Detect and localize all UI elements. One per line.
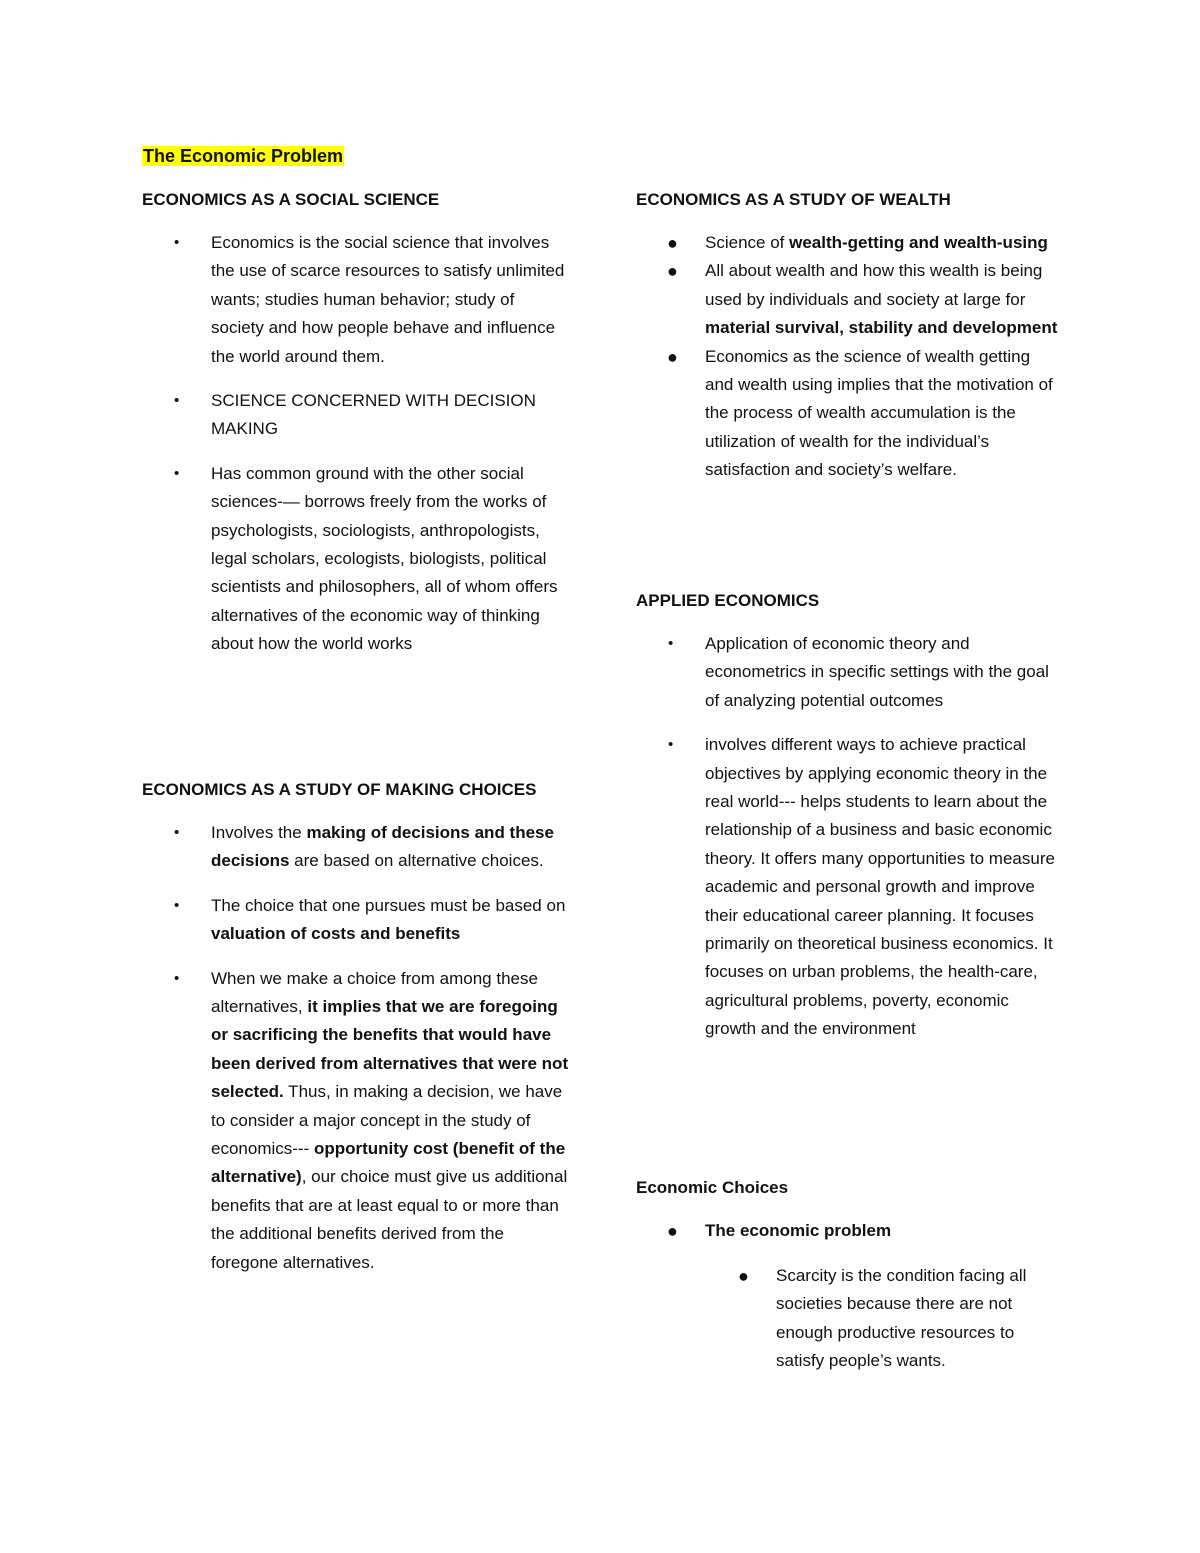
bullet-icon: ● xyxy=(738,1266,749,1286)
list-item xyxy=(667,1217,1060,1245)
text-run: , our choice must give us additional benefits that are at least equal to or more than the additional benefits derived from the foregone alternatives. xyxy=(211,1167,568,1272)
making-choices-list xyxy=(174,819,571,1277)
economic-choices-sublist xyxy=(738,1262,1056,1376)
bullet-icon: ● xyxy=(667,261,678,282)
document-title xyxy=(142,143,344,169)
text-run: Application of economic theory and econometrics in specific settings with the goal of analyzing potential outcomes xyxy=(705,634,1049,710)
list-item xyxy=(667,257,1060,342)
bullet-icon: • xyxy=(174,234,180,251)
list-item-text xyxy=(776,1266,1026,1370)
list-item xyxy=(174,819,571,876)
list-item xyxy=(174,387,571,444)
bullet-icon: • xyxy=(174,464,180,482)
list-item xyxy=(668,731,1060,1043)
bullet-icon: • xyxy=(174,824,180,841)
study-of-wealth-list xyxy=(667,229,1060,485)
social-science-list xyxy=(174,229,571,659)
bullet-icon: • xyxy=(174,969,180,987)
list-item-text xyxy=(705,735,1055,1038)
bullet-icon: ● xyxy=(667,346,678,367)
heading-applied-economics: APPLIED ECONOMICS xyxy=(636,591,820,610)
bold-text-run: making of decisions and these decisions xyxy=(211,823,554,871)
list-item xyxy=(174,229,571,371)
list-item-text xyxy=(211,896,565,943)
heading-economic-choices: Economic Choices xyxy=(636,1178,789,1197)
list-item-text xyxy=(705,261,1057,337)
text-run: Economics is the social science that involves the use of scarce resources to satisfy unlimited wants; studies human behavior; study of society and how people behave and influence the world around them. xyxy=(211,233,565,366)
list-item xyxy=(174,965,571,1277)
list-item-text xyxy=(211,969,568,1272)
text-run: Economics as the science of wealth getting and wealth using implies that the motivation of the process of wealth accumulation is the utilization of wealth for the individual’s satisfaction and society’s welfare. xyxy=(705,346,1053,480)
list-item xyxy=(667,343,1060,485)
bullet-icon: ● xyxy=(667,233,678,253)
list-item-text xyxy=(211,391,536,438)
list-item xyxy=(738,1262,1056,1376)
list-item xyxy=(174,892,571,949)
applied-economics-list xyxy=(668,630,1060,1044)
list-item xyxy=(668,630,1060,715)
text-run: Has common ground with the other social sciences-— borrows freely from the works of psychologists, sociologists, anthropologists, legal scholars, ecologists, biologists, political scientists and philosophers, all of whom offers alternatives of the economic way of thinking about how the world works xyxy=(211,463,558,654)
heading-making-choices: ECONOMICS AS A STUDY OF MAKING CHOICES xyxy=(142,780,537,799)
list-item xyxy=(667,229,1060,257)
economic-choices-list xyxy=(667,1217,1060,1245)
text-run: Scarcity is the condition facing all societies because there are not enough productive resources to satisfy people’s wants. xyxy=(776,1266,1027,1371)
text-run: Science of xyxy=(705,233,790,252)
list-item-text xyxy=(211,464,557,653)
text-run: involves different ways to achieve practical objectives by applying economic theory in the real world--- helps students to learn about the relationship of a business and basic economic theory. It offers many opportunities to measure academic and personal growth and improve their educational career planning. It focuses primarily on theoretical business economics. It focuses on urban problems, the health-care, agricultural problems, poverty, economic growth and the environment xyxy=(705,735,1055,1039)
heading-study-of-wealth: ECONOMICS AS A STUDY OF WEALTH xyxy=(636,190,951,209)
bullet-icon: • xyxy=(174,392,180,410)
text-run: When we make a choice from among these alternatives, xyxy=(211,968,538,1017)
heading-social-science: ECONOMICS AS A SOCIAL SCIENCE xyxy=(142,190,440,209)
document-title-highlight: The Economic Problem xyxy=(143,146,344,166)
bold-text-run: opportunity cost (benefit of the alternative) xyxy=(211,1139,566,1187)
list-item-text xyxy=(705,347,1053,480)
text-run: Involves the xyxy=(211,823,307,842)
text-run: All about wealth and how this wealth is being used by individuals and society at large for xyxy=(705,261,1043,309)
text-run: Thus, in making a decision, we have to consider a major concept in the study of economics--- xyxy=(211,1082,563,1159)
bullet-icon: • xyxy=(174,896,180,914)
bold-text-run: valuation of costs and benefits xyxy=(211,924,461,944)
list-item-text xyxy=(705,634,1049,710)
list-item-text xyxy=(705,1221,891,1240)
list-item-text xyxy=(705,233,1048,252)
bullet-icon: • xyxy=(668,736,674,754)
bullet-icon: ● xyxy=(667,1221,678,1241)
text-run: SCIENCE CONCERNED WITH DECISION MAKING xyxy=(211,391,536,439)
bold-text-run: wealth-getting and wealth-using xyxy=(789,233,1048,252)
list-item-text xyxy=(211,233,564,366)
text-run: The choice that one pursues must be based on xyxy=(211,895,566,915)
bullet-icon: • xyxy=(668,635,674,652)
bold-text-run: material survival, stability and development xyxy=(705,318,1058,338)
bold-text-run: it implies that we are foregoing or sacrificing the benefits that would have been derived from alternatives that were not selected. xyxy=(211,997,569,1102)
bold-text-run: The economic problem xyxy=(705,1221,892,1240)
list-item xyxy=(174,460,571,659)
text-run: are based on alternative choices. xyxy=(289,851,544,871)
list-item-text xyxy=(211,823,554,870)
